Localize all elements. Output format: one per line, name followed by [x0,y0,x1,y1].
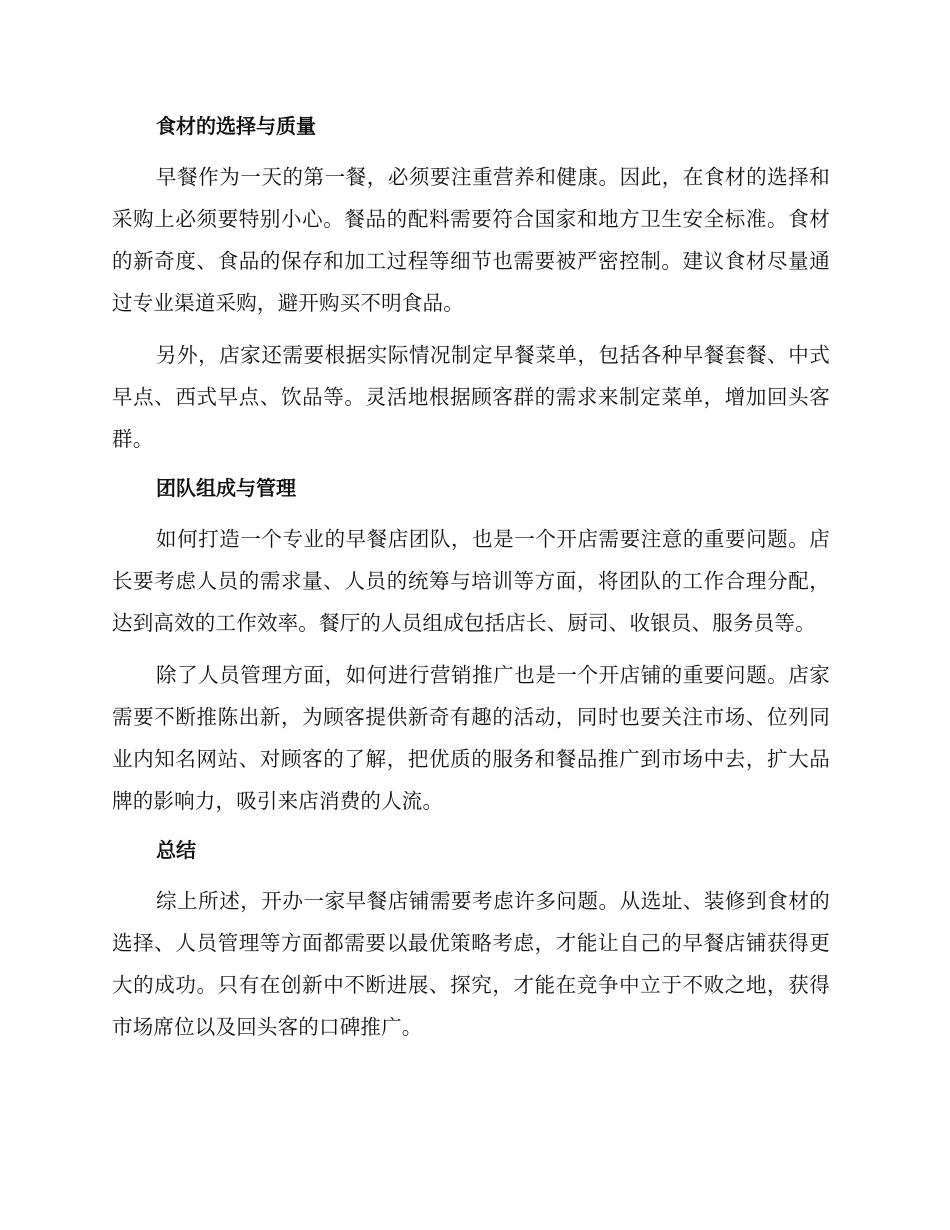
document-page [112,108,830,1058]
paragraph: 如何打造一个专业的早餐店团队，也是一个开店需要注意的重要问题。店长要考虑人员的需求量、人员的统筹与培训等方面，将团队的工作合理分配，达到高效的工作效率。餐厅的人员组成包括店长、厨司、收银员、服务员等。 [112,527,830,635]
section-heading: 团队组成与管理 [156,476,296,500]
section-heading: 食材的选择与质量 [156,114,316,138]
section-heading: 总结 [156,838,196,862]
paragraph: 综上所述，开办一家早餐店铺需要考虑许多问题。从选址、装修到食材的选择、人员管理等方面都需要以最优策略考虑，才能让自己的早餐店铺获得更大的成功。只有在创新中不断进展、探究，才能在竞争中立于不败之地，获得市场席位以及回头客的口碑推广。 [112,889,830,1039]
section-team [112,470,830,822]
section-ingredients [112,108,830,460]
paragraph: 另外，店家还需要根据实际情况制定早餐菜单，包括各种早餐套餐、中式早点、西式早点、饮品等。灵活地根据顾客群的需求来制定菜单，增加回头客群。 [112,343,830,451]
section-summary [112,832,830,1048]
paragraph: 除了人员管理方面，如何进行营销推广也是一个开店铺的重要问题。店家需要不断推陈出新，为顾客提供新奇有趣的活动，同时也要关注市场、位列同业内知名网站、对顾客的了解，把优质的服务和餐品推广到市场中去，扩大品牌的影响力，吸引来店消费的人流。 [112,663,830,813]
paragraph: 早餐作为一天的第一餐，必须要注重营养和健康。因此，在食材的选择和采购上必须要特别小心。餐品的配料需要符合国家和地方卫生安全标准。食材的新奇度、食品的保存和加工过程等细节也需要被严密控制。建议食材尽量通过专业渠道采购，避开购买不明食品。 [112,165,830,315]
